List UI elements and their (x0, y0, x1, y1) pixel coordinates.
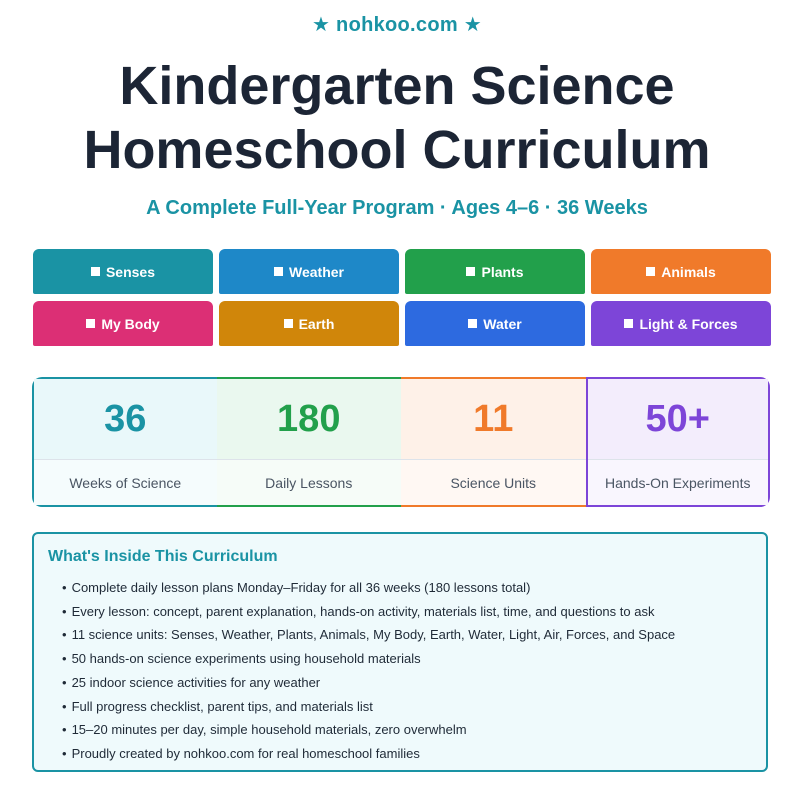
unit-tile-earth (219, 301, 399, 346)
whats-inside-list (62, 576, 675, 766)
unit-label: Plants (481, 263, 524, 280)
list-item: • 25 indoor science activities for any weather (62, 671, 675, 695)
whats-inside-heading: What's Inside This Curriculum (48, 548, 278, 565)
square-icon (274, 267, 283, 276)
square-icon (284, 319, 293, 328)
square-icon (86, 319, 95, 328)
stat-label: Hands-On Experiments (588, 460, 769, 505)
square-icon (624, 319, 633, 328)
list-item: • 11 science units: Senses, Weather, Plants, Animals, My Body, Earth, Water, Light, Air, Forces, and Space (62, 623, 675, 647)
whats-inside-panel (32, 532, 768, 772)
unit-tile-animals (591, 249, 771, 294)
unit-label: Earth (298, 315, 335, 332)
stat-lessons (217, 377, 402, 507)
stat-label: Science Units (401, 460, 586, 505)
stat-value: 36 (34, 379, 217, 459)
unit-label: My Body (101, 315, 160, 332)
stat-label: Weeks of Science (34, 460, 217, 505)
title-line-1: Kindergarten Science (119, 56, 675, 116)
square-icon (646, 267, 655, 276)
stat-value: 11 (401, 379, 586, 459)
unit-label: Light & Forces (639, 315, 738, 332)
stat-label: Daily Lessons (217, 460, 402, 505)
site-link[interactable]: ★ nohkoo.com ★ (311, 14, 483, 36)
list-item: • Proudly created by nohkoo.com for real homeschool families (62, 742, 675, 766)
title-line-2: Homeschool Curriculum (83, 120, 711, 180)
list-item: • Complete daily lesson plans Monday–Friday for all 36 weeks (180 lessons total) (62, 576, 675, 600)
page-title (0, 54, 794, 182)
unit-tile-my-body (33, 301, 213, 346)
stat-value: 50+ (588, 379, 769, 459)
list-item: • Full progress checklist, parent tips, and materials list (62, 695, 675, 719)
stat-experiments (586, 377, 771, 507)
unit-tile-plants (405, 249, 585, 294)
square-icon (468, 319, 477, 328)
unit-label: Senses (105, 263, 156, 280)
unit-tile-water (405, 301, 585, 346)
list-item: • Every lesson: concept, parent explanation, hands-on activity, materials list, time, and questions to ask (62, 600, 675, 624)
unit-label: Animals (661, 263, 716, 280)
list-item: • 50 hands-on science experiments using household materials (62, 647, 675, 671)
units-grid (33, 249, 771, 346)
unit-tile-senses (33, 249, 213, 294)
list-item: • 15–20 minutes per day, simple household materials, zero overwhelm (62, 718, 675, 742)
square-icon (466, 267, 475, 276)
unit-label: Water (483, 315, 522, 332)
stats-panel (32, 377, 770, 507)
unit-tile-light-forces (591, 301, 771, 346)
stat-units (401, 377, 586, 507)
stat-value: 180 (217, 379, 402, 459)
unit-label: Weather (289, 263, 344, 280)
stat-weeks (32, 377, 217, 507)
page-subtitle: A Complete Full-Year Program · Ages 4–6 · 36 Weeks (146, 197, 648, 219)
square-icon (91, 267, 100, 276)
unit-tile-weather (219, 249, 399, 294)
